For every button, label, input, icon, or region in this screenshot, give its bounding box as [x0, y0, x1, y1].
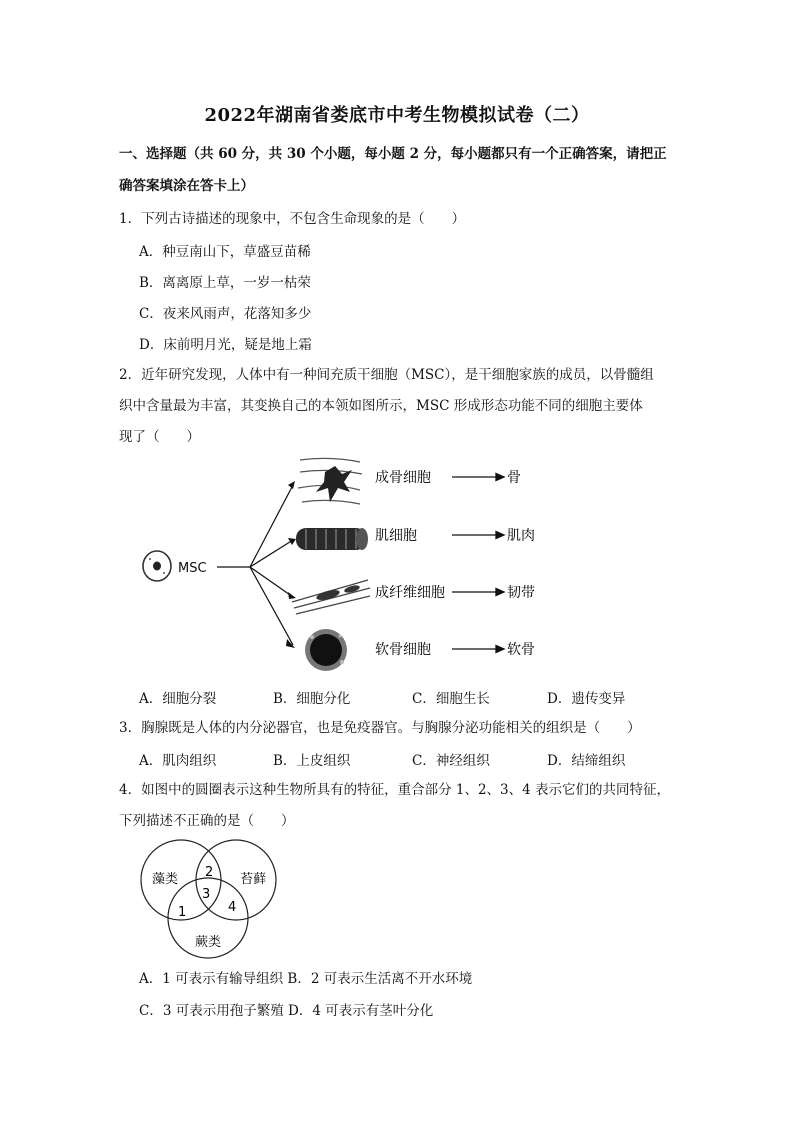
q3-stem: 3．胸腺既是人体的内分泌器官，也是免疫器官。与胸腺分泌功能相关的组织是（ ）: [119, 720, 641, 736]
result-arrows: [452, 474, 504, 653]
q2-option-d: D．遗传变异: [547, 691, 626, 707]
venn-diagram: [136, 838, 286, 962]
q1-option-d: D．床前明月光，疑是地上霜: [139, 337, 312, 353]
venn-region-1: 1: [178, 905, 187, 920]
q2-option-a: A．细胞分裂: [139, 691, 217, 707]
cell-label-fibroblast: 成纤维细胞: [375, 585, 445, 601]
q2-stem-line2: 织中含量最为丰富，其变换自己的本领如图所示，MSC 形成形态功能不同的细胞主要体: [119, 398, 643, 414]
cell-label-muscle: 肌细胞: [375, 528, 417, 544]
q1-stem: 1．下列古诗描述的现象中，不包含生命现象的是（ ）: [119, 211, 466, 227]
venn-region-4: 4: [228, 900, 237, 915]
q3-option-b: B．上皮组织: [273, 753, 351, 769]
chondrocyte-cell-icon: [305, 629, 347, 671]
q1-option-b: B．离离原上草，一岁一枯荣: [139, 275, 311, 291]
q1-option-a: A．种豆南山下，草盛豆苗稀: [139, 244, 311, 260]
osteoblast-cell-icon: [298, 458, 362, 504]
venn-label-moss: 苔藓: [240, 872, 267, 887]
q1-option-c: C．夜来风雨声，花落知多少: [139, 306, 312, 322]
q2-stem-line1: 2．近年研究发现，人体中有一种间充质干细胞（MSC），是干细胞家族的成员，以骨髓组: [119, 367, 654, 383]
section-heading-line2: 确答案填涂在答卡上）: [119, 178, 254, 194]
tissue-label-muscle: 肌肉: [507, 528, 535, 544]
venn-region-2: 2: [205, 865, 214, 880]
venn-region-3: 3: [202, 887, 211, 902]
q2-option-c: C．细胞生长: [412, 691, 490, 707]
tissue-label-ligament: 韧带: [507, 585, 535, 601]
cell-label-osteoblast: 成骨细胞: [375, 470, 431, 486]
branch-arrows: [250, 485, 293, 645]
msc-differentiation-figure: [130, 452, 560, 682]
q3-option-c: C．神经组织: [412, 753, 490, 769]
q3-option-d: D．结缔组织: [547, 753, 626, 769]
muscle-cell-icon: [296, 528, 368, 550]
q2-option-b: B．细胞分化: [273, 691, 351, 707]
msc-cell-icon: [143, 551, 171, 581]
venn-label-algae: 藻类: [152, 872, 179, 887]
q4-options-line1: A．1 可表示有输导组织 B．2 可表示生活离不开水环境: [139, 971, 473, 987]
q4-options-line2: C．3 可表示用孢子繁殖 D．4 可表示有茎叶分化: [139, 1003, 434, 1019]
q3-option-a: A．肌肉组织: [139, 753, 217, 769]
venn-label-fern: 蕨类: [195, 935, 222, 950]
exam-title: 2022年湖南省娄底市中考生物模拟试卷（二）: [204, 105, 590, 126]
fibroblast-cell-icon: [292, 580, 370, 614]
msc-label: MSC: [178, 561, 207, 576]
section-heading-line1: 一、选择题（共 60 分，共 30 个小题，每小题 2 分，每小题都只有一个正确答案，请把正: [119, 146, 667, 162]
q2-stem-line3: 现了（ ）: [119, 429, 200, 445]
q4-stem-line2: 下列描述不正确的是（ ）: [119, 813, 295, 829]
q4-stem-line1: 4．如图中的圆圈表示这种生物所具有的特征，重合部分 1、2、3、4 表示它们的共同特征，: [119, 782, 671, 798]
tissue-label-bone: 骨: [507, 470, 521, 486]
tissue-label-cartilage: 软骨: [507, 642, 535, 658]
cell-label-chondrocyte: 软骨细胞: [375, 642, 431, 658]
